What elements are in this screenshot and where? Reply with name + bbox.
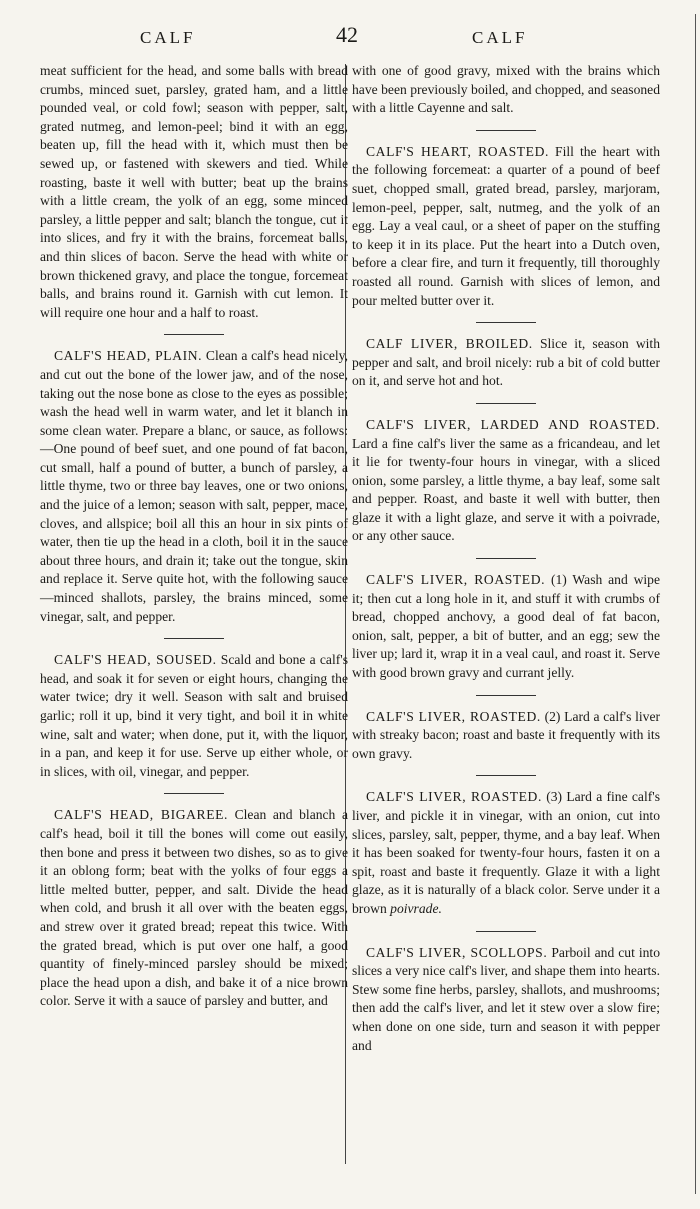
section-separator bbox=[476, 931, 536, 932]
left-column bbox=[40, 62, 348, 1023]
recipe-entry bbox=[40, 347, 348, 626]
recipe-continuation bbox=[352, 62, 660, 118]
recipe-text: Slice it, season with pepper and salt, and broil nicely: rub a bit of cold butter on it, and serve hot and hot. bbox=[352, 336, 660, 389]
recipe-entry bbox=[40, 651, 348, 781]
section-separator bbox=[476, 558, 536, 559]
recipe-entry bbox=[352, 788, 660, 918]
recipe-entry bbox=[352, 416, 660, 546]
section-separator bbox=[476, 322, 536, 323]
recipe-title: CALF'S HEAD, SOUSED. bbox=[54, 652, 217, 668]
section-separator bbox=[476, 130, 536, 131]
recipe-entry bbox=[352, 944, 660, 1056]
recipe-number: (1) bbox=[550, 572, 567, 588]
page-number: 42 bbox=[336, 22, 358, 47]
recipe-title: CALF'S HEAD, BIGAREE. bbox=[54, 807, 228, 823]
recipe-entry bbox=[352, 143, 660, 310]
recipe-title: CALF'S LIVER, ROASTED. bbox=[366, 789, 542, 805]
recipe-text: Fill the heart with the following forcemeat: a quarter of a pound of beef suet, chopped small, grated bread, parsley, marjoram, lemon-peel, pepper, salt, nutmeg, and the yolk of an egg. Lay a veal caul, or a sheet of paper on the stuffing to keep it in its place. Put the heart into a Dutch oven, before a clear fire, and turn it frequently, till thoroughly roasted all round. Garnish with slices of lemon, and pour melted butter over it. bbox=[352, 143, 660, 308]
recipe-text: Clean a calf's head nicely, and cut out the bone of the lower jaw, and of the nose, taking out the nose bone as close to the eyes as possible; wash the head well in warm water, and let it blanch in some clean water. Prepare a blanc, or sauce, as follows:—One pound of beef suet, and one pound of fat bacon, cut small, half a pound of butter, a bunch of parsley, a little thyme, two or three bay leaves, one or two onions, and the juice of a lemon; season with salt, pepper, mace, cloves, and allspice; boil all this an hour in six pints of water, then tie up the head in a cloth, boil it in the sauce about three hours, and drain it; take out the tongue, skin and replace it. Serve quite hot, with the following sauce—minced shallots, parsley, the brains minced, some vinegar, salt, and pepper. bbox=[40, 348, 348, 624]
page-header bbox=[40, 22, 660, 52]
recipe-text: Lard a calf's liver with streaky bacon; roast and baste it frequently with its own gravy. bbox=[352, 708, 660, 761]
recipe-text: Lard a fine calf's liver the same as a fricandeau, and let it lie for twenty-four hours in vinegar, with a sliced onion, some parsley, a little thyme, a bay leaf, some salt and pepper. Roast, and baste it well with butter, then glaze it with a light glaze, and serve it with a poivrade, or any other sauce. bbox=[352, 435, 660, 544]
recipe-title: CALF'S LIVER, ROASTED. bbox=[366, 572, 546, 588]
recipe-continuation bbox=[40, 62, 348, 322]
recipe-title: CALF LIVER, BROILED. bbox=[366, 336, 533, 352]
recipe-text: meat sufficient for the head, and some balls with bread crumbs, minced suet, parsley, grated ham, and a little pounded veal, or cold fowl; season with pepper, salt, grated nutmeg, and lemon-peel; bind it with an egg, beaten up, fill the head with it, which must then be sewed up, or fastened with skewers and tied. While roasting, baste it well with butter; beat up the brains with a little cream, the yolk of an egg, some minced parsley, a little pepper and salt; blanch the tongue, cut it into slices, and fry it with the brains, forcemeat balls, and thin slices of bacon. Serve the head with white or brown thickened gravy, and place the tongue, forcemeat balls, and brains round it. Garnish with cut lemon. It will require one hour and a half to roast. bbox=[40, 63, 348, 320]
recipe-entry bbox=[40, 806, 348, 1011]
recipe-italic-term: poivrade. bbox=[390, 900, 442, 916]
recipe-text: with one of good gravy, mixed with the brains which have been previously boiled, and chopped, and seasoned with a little Cayenne and salt. bbox=[352, 63, 660, 116]
recipe-title: CALF'S LIVER, ROASTED. bbox=[366, 708, 541, 724]
section-separator bbox=[476, 403, 536, 404]
right-column bbox=[352, 62, 660, 1067]
recipe-entry bbox=[352, 335, 660, 391]
recipe-title: CALF'S LIVER, SCOLLOPS. bbox=[366, 944, 548, 960]
recipe-text: Clean and blanch a calf's head, boil it till the bones will come out easily, then bone and press it between two dishes, so as to give it an oblong form; beat with the yolks of four eggs a little melted butter, pepper, and salt. Divide the head when cold, and brush it all over with the beaten eggs, and strew over it grated bread; repeat this twice. With the grated bread, which is put over one half, a good quantity of finely-minced parsley should be mixed; place the head upon a dish, and bake it of a nice brown color. Serve it with a sauce of parsley and butter, and bbox=[40, 807, 348, 1009]
section-separator bbox=[164, 793, 224, 794]
recipe-text: Scald and bone a calf's head, and soak it for seven or eight hours, changing the water twice; dry it well. Season with salt and bruised garlic; roll it up, bind it very tight, and boil it in white wine, salt and water; when done, put it, with the liquor, in a pan, and keep it for use. Serve up either whole, or in slices, with oil, vinegar, and pepper. bbox=[40, 652, 348, 779]
section-separator bbox=[164, 334, 224, 335]
recipe-title: CALF'S HEART, ROASTED. bbox=[366, 143, 549, 159]
recipe-text: Wash and wipe it; then cut a long hole in it, and stuff it with crumbs of bread, chopped anchovy, a good deal of fat bacon, onion, salt, pepper, a bit of butter, and an egg; sew the liver up; lard it, wrap it in a veal caul, and roast it. Serve with good brown gravy and currant jelly. bbox=[352, 572, 660, 681]
section-separator bbox=[164, 638, 224, 639]
section-separator bbox=[476, 695, 536, 696]
section-separator bbox=[476, 775, 536, 776]
running-head-left: CALF bbox=[140, 28, 196, 47]
running-head-right: CALF bbox=[472, 28, 528, 47]
recipe-number: (3) bbox=[546, 789, 563, 805]
recipe-number: (2) bbox=[544, 708, 561, 724]
recipe-title: CALF'S LIVER, LARDED AND ROASTED. bbox=[366, 416, 660, 432]
recipe-entry bbox=[352, 571, 660, 683]
recipe-text: Parboil and cut into slices a very nice calf's liver, and shape them into hearts. Stew some fine herbs, parsley, shallots, and mushrooms; then add the calf's liver, and let it stew over a slow fire; when done on one side, turn and season it with pepper and bbox=[352, 944, 660, 1053]
page-edge-rule bbox=[695, 14, 696, 1194]
recipe-entry bbox=[352, 708, 660, 764]
recipe-title: CALF'S HEAD, PLAIN. bbox=[54, 348, 203, 364]
recipe-text: Lard a fine calf's liver, and pickle it in vinegar, with an onion, cut into slices, parsley, salt, pepper, thyme, and a bay leaf. When it has been soaked for twenty-four hours, fasten it on a spit, roast and baste it frequently. Glaze it with a light glaze, as it is naturally of a black color. Serve under it a brown bbox=[352, 789, 660, 916]
